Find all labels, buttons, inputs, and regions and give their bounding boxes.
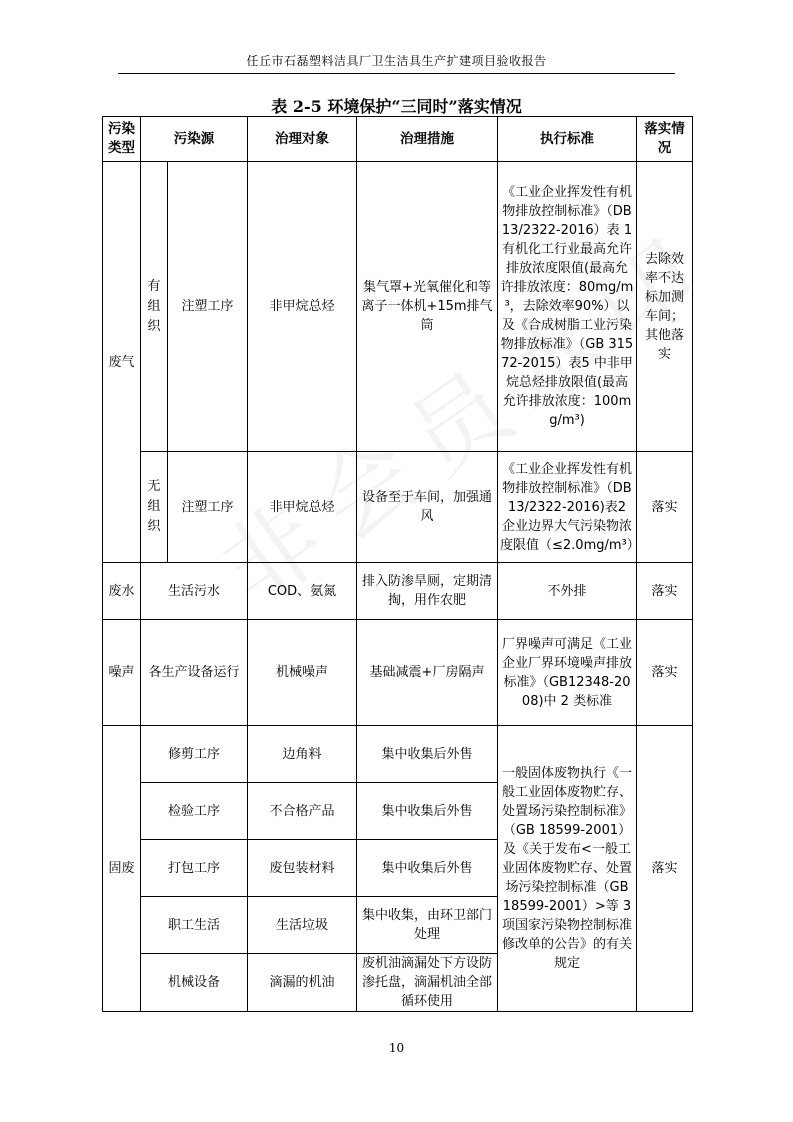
object-cell: 边角料 xyxy=(248,726,357,783)
measure-cell: 基础减震+厂房隔声 xyxy=(357,620,498,726)
table-title: 表 2-5 环境保护“三同时”落实情况 xyxy=(271,97,522,116)
measure-cell: 排入防渗旱厕，定期清掏，用作农肥 xyxy=(357,563,498,620)
status-cell: 落实 xyxy=(637,563,693,620)
measure-cell: 集中收集后外售 xyxy=(357,783,498,840)
page-number: 10 xyxy=(388,1041,405,1055)
table-header-row xyxy=(103,117,693,162)
type-cell-wastewater: 废水 xyxy=(103,563,141,620)
source-cell: 注塑工序 xyxy=(168,452,248,563)
object-cell: 非甲烷总烃 xyxy=(248,162,357,452)
status-cell: 去除效率不达标加测车间；其他落实 xyxy=(637,162,693,452)
standard-cell: 《工业企业挥发性有机物排放控制标准》（DB13/2322-2016)表2 企业边界大气污染物浓度限值（≤2.0mg/m³） xyxy=(498,452,637,563)
col-header-object: 治理对象 xyxy=(248,117,357,162)
organized-label: 有组织 xyxy=(141,162,168,452)
object-cell: 机械噪声 xyxy=(248,620,357,726)
source-cell: 注塑工序 xyxy=(168,162,248,452)
source-cell: 机械设备 xyxy=(141,954,248,1012)
source-cell: 打包工序 xyxy=(141,840,248,897)
status-cell: 落实 xyxy=(637,452,693,563)
type-cell-solid: 固废 xyxy=(103,726,141,1012)
measure-cell: 废机油滴漏处下方设防渗托盘，滴漏机油全部循环使用 xyxy=(357,954,498,1012)
status-cell: 落实 xyxy=(637,620,693,726)
source-cell: 检验工序 xyxy=(141,783,248,840)
standard-cell: 《工业企业挥发性有机物排放控制标准》（DB 13/2322-2016）表 1 有机化工行业最高允许排放浓度限值(最高允许排放浓度：80mg/m³，去除效率90%）以及《合成树脂工业污染物排放标准》（GB 31572-2015）表5 中非甲烷总烃排放限值(最高允许排放浓度：100mg/m³) xyxy=(498,162,637,452)
table-row xyxy=(103,563,693,620)
table-row xyxy=(103,452,693,563)
table-row xyxy=(103,726,693,783)
measure-cell: 集气罩+光氧催化和等离子一体机+15m排气筒 xyxy=(357,162,498,452)
source-cell: 各生产设备运行 xyxy=(141,620,248,726)
unorganized-label: 无组织 xyxy=(141,452,168,563)
type-cell-exhaust: 废气 xyxy=(103,162,141,563)
col-header-source: 污染源 xyxy=(141,117,248,162)
measure-cell: 集中收集后外售 xyxy=(357,726,498,783)
col-header-type: 污染类型 xyxy=(103,117,141,162)
table-row xyxy=(103,620,693,726)
measure-cell: 集中收集，由环卫部门处理 xyxy=(357,897,498,954)
measure-cell: 集中收集后外售 xyxy=(357,840,498,897)
col-header-status: 落实情况 xyxy=(637,117,693,162)
object-cell: 非甲烷总烃 xyxy=(248,452,357,563)
standard-cell-solid: 一般固体废物执行《一般工业固体废物贮存、处置场污染控制标准》（GB 18599-2001）及《关于发布<一般工业固体废物贮存、处置场污染控制标准（GB 18599-2001）>等 3 项国家污染物控制标准修改单的公告》的有关规定 xyxy=(498,726,637,1012)
standard-cell: 不外排 xyxy=(498,563,637,620)
source-cell: 修剪工序 xyxy=(141,726,248,783)
object-cell: 滴漏的机油 xyxy=(248,954,357,1012)
object-cell: 生活垃圾 xyxy=(248,897,357,954)
source-cell: 生活污水 xyxy=(141,563,248,620)
type-cell-noise: 噪声 xyxy=(103,620,141,726)
col-header-measure: 治理措施 xyxy=(357,117,498,162)
standard-cell: 厂界噪声可满足《工业企业厂界环境噪声排放标准》（GB12348-2008)中 2 类标准 xyxy=(498,620,637,726)
status-cell-solid: 落实 xyxy=(637,726,693,1012)
table-row xyxy=(103,162,693,452)
environmental-protection-table xyxy=(102,116,693,1012)
col-header-standard: 执行标准 xyxy=(498,117,637,162)
source-cell: 职工生活 xyxy=(141,897,248,954)
object-cell: COD、氨氮 xyxy=(248,563,357,620)
measure-cell: 设备至于车间，加强通风 xyxy=(357,452,498,563)
object-cell: 不合格产品 xyxy=(248,783,357,840)
object-cell: 废包装材料 xyxy=(248,840,357,897)
document-header: 任丘市石磊塑料洁具厂卫生洁具生产扩建项目验收报告 xyxy=(246,54,547,68)
header-rule xyxy=(118,73,675,74)
